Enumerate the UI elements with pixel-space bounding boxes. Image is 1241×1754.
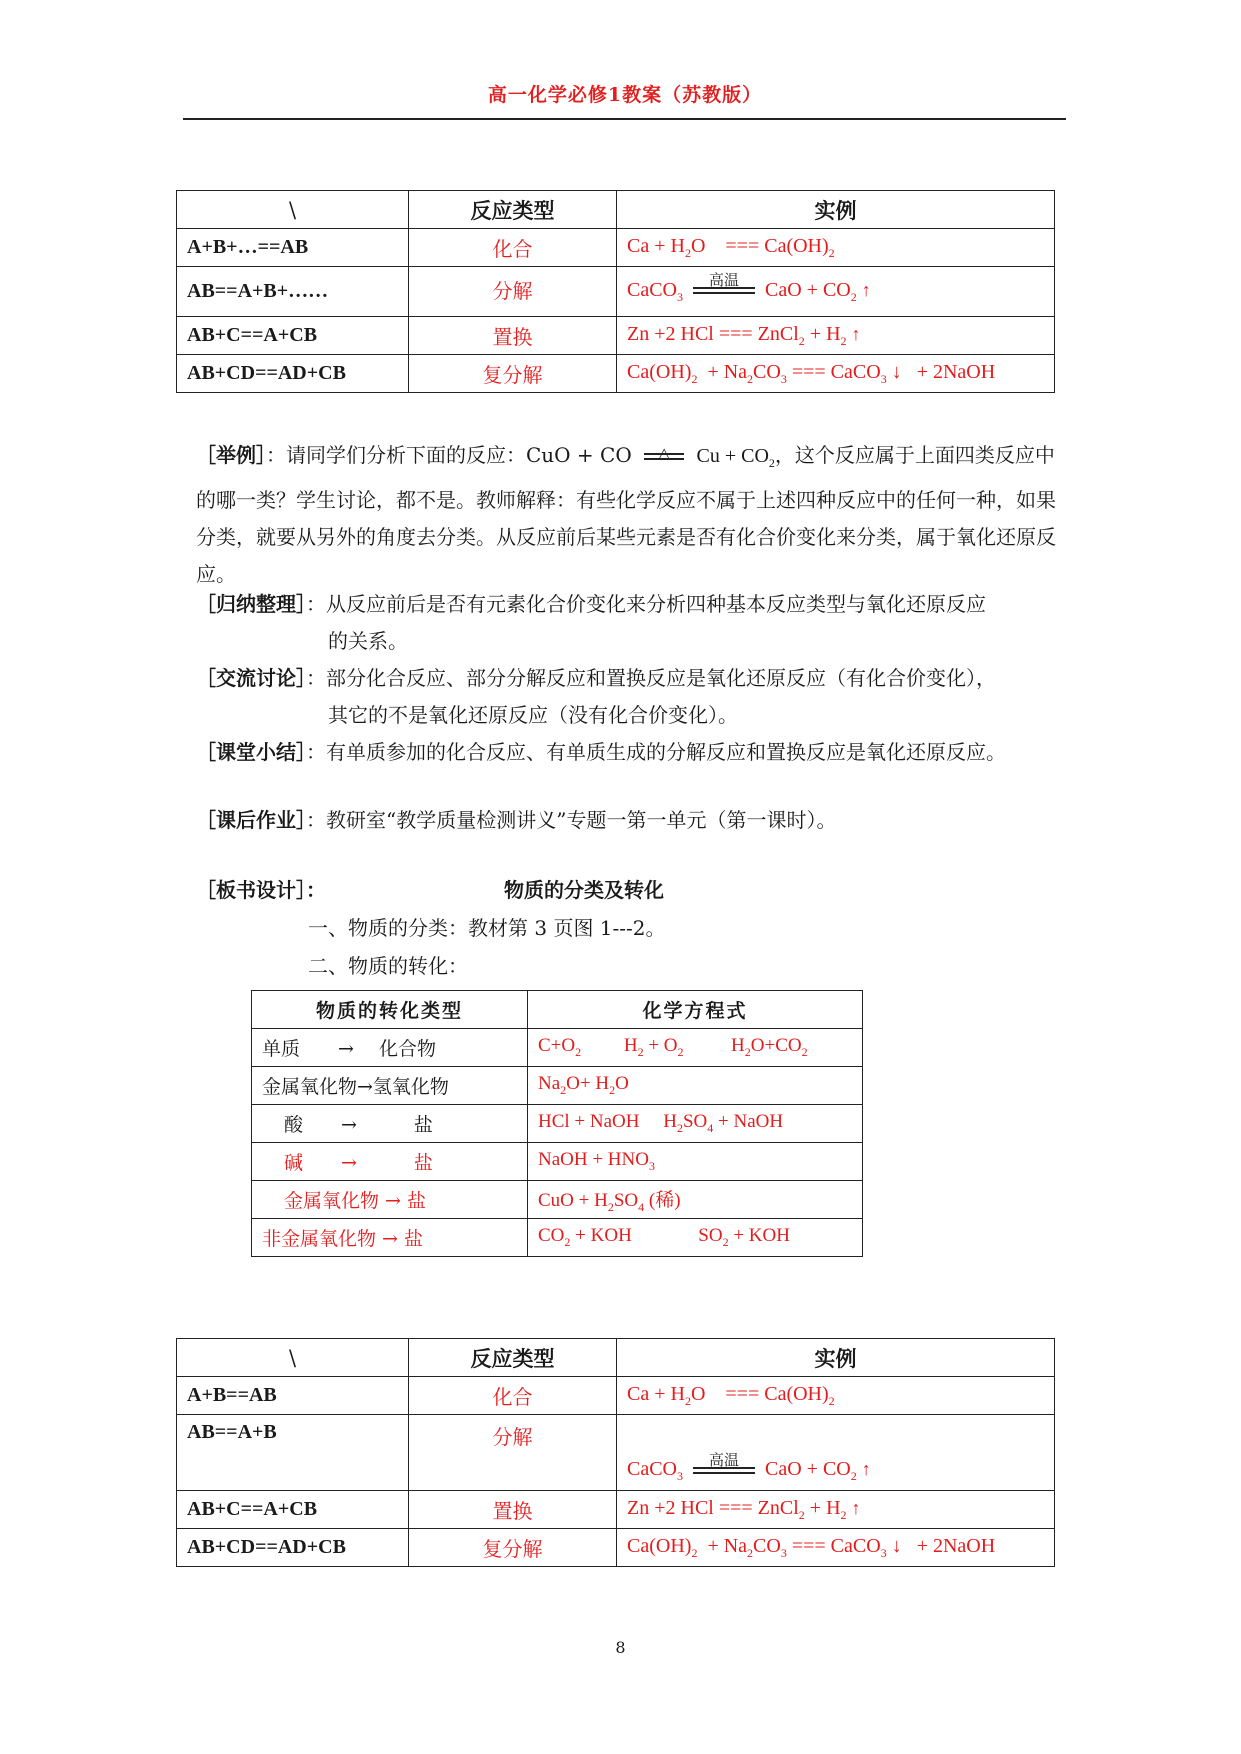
conversion-type: 酸 → 盐: [252, 1105, 528, 1143]
conversion-type: 金属氧化物 → 盐: [252, 1181, 528, 1219]
example-body: ：请同学们分析下面的反应：CuO + CO: [266, 443, 632, 467]
conversion-type: 非金属氧化物 → 盐: [252, 1219, 528, 1257]
general-formula: AB+C==A+CB: [177, 317, 409, 355]
high-temp-condition: [693, 1452, 755, 1474]
general-formula: AB+CD==AD+CB: [177, 355, 409, 393]
reaction-type: 化合: [409, 229, 617, 267]
header-corner: \: [177, 1339, 409, 1377]
table-header-row: [177, 191, 1055, 229]
class-summary-tag: ［课堂小结］: [196, 740, 306, 764]
page-header-title: 高一化学必修1教案（苏教版）: [487, 84, 763, 106]
header-rule: [183, 118, 1066, 120]
conversion-equation: $C+O_2$ $H_2 + O_2$ $H_2O+CO_2$: [528, 1029, 863, 1067]
example-equation: $Ca(OH)_2 + Na_2CO_3$ === CaCO$_3$ ↓ + 2NaOH: [617, 1529, 1055, 1567]
table-row: [252, 1219, 863, 1257]
example-equation: CaCO$_3$ 高温 CaO + $CO_2$ ↑: [617, 267, 1055, 317]
condition-label: 高温: [708, 1452, 739, 1469]
table-row: [177, 355, 1055, 393]
page-number: 8: [615, 1638, 626, 1657]
board-title: 物质的分类及转化: [504, 878, 664, 902]
header-conversion-type: 物质的转化类型: [252, 991, 528, 1029]
example-equation: CaCO$_3$ 高温 CaO + $CO_2$ ↑: [617, 1415, 1055, 1491]
summary-paragraph: [196, 586, 1056, 660]
example-equation: Zn +2 HCl === ZnCl$_2$ + $H_2$ ↑: [617, 317, 1055, 355]
conversion-equation: $CO_2$ + KOH $SO_2$ + KOH: [528, 1219, 863, 1257]
discussion-tag: ［交流讨论］: [196, 666, 306, 690]
class-summary-paragraph: [196, 734, 1056, 771]
board-design: [196, 872, 1056, 909]
heat-condition: △: [644, 453, 684, 460]
table-row: [252, 1067, 863, 1105]
homework-tag: ［课后作业］: [196, 808, 306, 832]
conversion-equation: $Na_2O+ H_2O$: [528, 1067, 863, 1105]
summary-body-2: 的关系。: [328, 629, 408, 653]
conversion-type: 单质 → 化合物: [252, 1029, 528, 1067]
board-item-2: 二、物质的转化：: [308, 954, 468, 978]
discussion-body-2: 其它的不是氧化还原反应（没有化合价变化）。: [328, 703, 738, 727]
header-reaction-type: 反应类型: [409, 1339, 617, 1377]
table-row: [252, 1181, 863, 1219]
table-row: [177, 1491, 1055, 1529]
table-row: [177, 229, 1055, 267]
table-row: [177, 317, 1055, 355]
reaction-type-table-2: [176, 1338, 1055, 1567]
table-row: [177, 267, 1055, 317]
general-formula: AB+C==A+CB: [177, 1491, 409, 1529]
high-temp-condition: [693, 273, 755, 294]
table-row: [177, 1415, 1055, 1491]
reaction-type: 置换: [409, 317, 617, 355]
example-tail: ，这个反应属于上面四类反应中的哪一类？学生讨论，都不是。教师解释：有些化学反应不属于上述四种反应中的任何一种，如果分类，就要从另外的角度去分类。从反应前后某些元素是否有化合价变化来分类，属于氧化还原反应。: [196, 443, 1056, 586]
homework-body: ：教研室“教学质量检测讲义”专题一第一单元（第一课时）。: [306, 808, 837, 832]
board-tag: ［板书设计］：: [196, 878, 326, 902]
example-equation: $Ca + H_2O$ === $Ca(OH)_2$: [617, 229, 1055, 267]
general-formula: AB+CD==AD+CB: [177, 1529, 409, 1567]
header-example: 实例: [617, 191, 1055, 229]
general-formula: AB==A+B: [177, 1415, 409, 1491]
reaction-type: 化合: [409, 1377, 617, 1415]
class-summary-body: ：有单质参加的化合反应、有单质生成的分解反应和置换反应是氧化还原反应。: [306, 740, 1006, 764]
table-row: [177, 1377, 1055, 1415]
conversion-type: 金属氧化物→氢氧化物: [252, 1067, 528, 1105]
reaction-type: 复分解: [409, 355, 617, 393]
general-formula: A+B+…==AB: [177, 229, 409, 267]
board-item-1: 一、物质的分类：教材第 3 页图 1---2。: [308, 916, 666, 940]
table-row: [252, 1029, 863, 1067]
conversion-equation: NaOH + $HNO_3$: [528, 1143, 863, 1181]
conversion-table: [251, 990, 863, 1257]
table-row: [177, 1529, 1055, 1567]
condition-label: 高温: [708, 273, 739, 290]
reaction-type: 分解: [409, 1415, 617, 1491]
table-row: [252, 1143, 863, 1181]
general-formula: AB==A+B+……: [177, 267, 409, 317]
example-tag: ［举例］: [196, 443, 266, 467]
discussion-paragraph: [196, 660, 1056, 734]
header-example: 实例: [617, 1339, 1055, 1377]
example-equation: $Ca + H_2O$ === $Ca(OH)_2$: [617, 1377, 1055, 1415]
header-corner: \: [177, 191, 409, 229]
reaction-type: 置换: [409, 1491, 617, 1529]
conversion-equation: HCl + NaOH $H_2SO_4$ + NaOH: [528, 1105, 863, 1143]
reaction-type: 分解: [409, 267, 617, 317]
general-formula: A+B==AB: [177, 1377, 409, 1415]
header-reaction-type: 反应类型: [409, 191, 617, 229]
table-header-row: [177, 1339, 1055, 1377]
header-equation: 化学方程式: [528, 991, 863, 1029]
reaction-type: 复分解: [409, 1529, 617, 1567]
discussion-body: ：部分化合反应、部分分解反应和置换反应是氧化还原反应（有化合价变化），: [306, 666, 996, 690]
table-row: [252, 1105, 863, 1143]
reaction-type-table-1: [176, 190, 1055, 393]
table-header-row: [252, 991, 863, 1029]
example-paragraph: ［举例］：请同学们分析下面的反应：CuO + CO △ $Cu + CO_2$，这个反应属于上面四类反应中的哪一类？学生讨论，都不是。教师解释：有些化学反应不属于上述四种反应中的任何一种，如果分类，就要从另外的角度去分类。从反应前后某些元素是否有化合价变化来分类，属于氧化还原反应。: [196, 443, 1056, 586]
example-equation: $Ca(OH)_2 + Na_2CO_3$ === CaCO$_3$ ↓ + 2NaOH: [617, 355, 1055, 393]
summary-tag: ［归纳整理］: [196, 592, 306, 616]
homework-paragraph: [196, 802, 1056, 839]
summary-body: ：从反应前后是否有元素化合价变化来分析四种基本反应类型与氧化还原反应: [306, 592, 986, 616]
conversion-type: 碱 → 盐: [252, 1143, 528, 1181]
example-equation: Zn +2 HCl === ZnCl$_2$ + $H_2$ ↑: [617, 1491, 1055, 1529]
conversion-equation: CuO + $H_2SO_4$ (稀): [528, 1181, 863, 1219]
